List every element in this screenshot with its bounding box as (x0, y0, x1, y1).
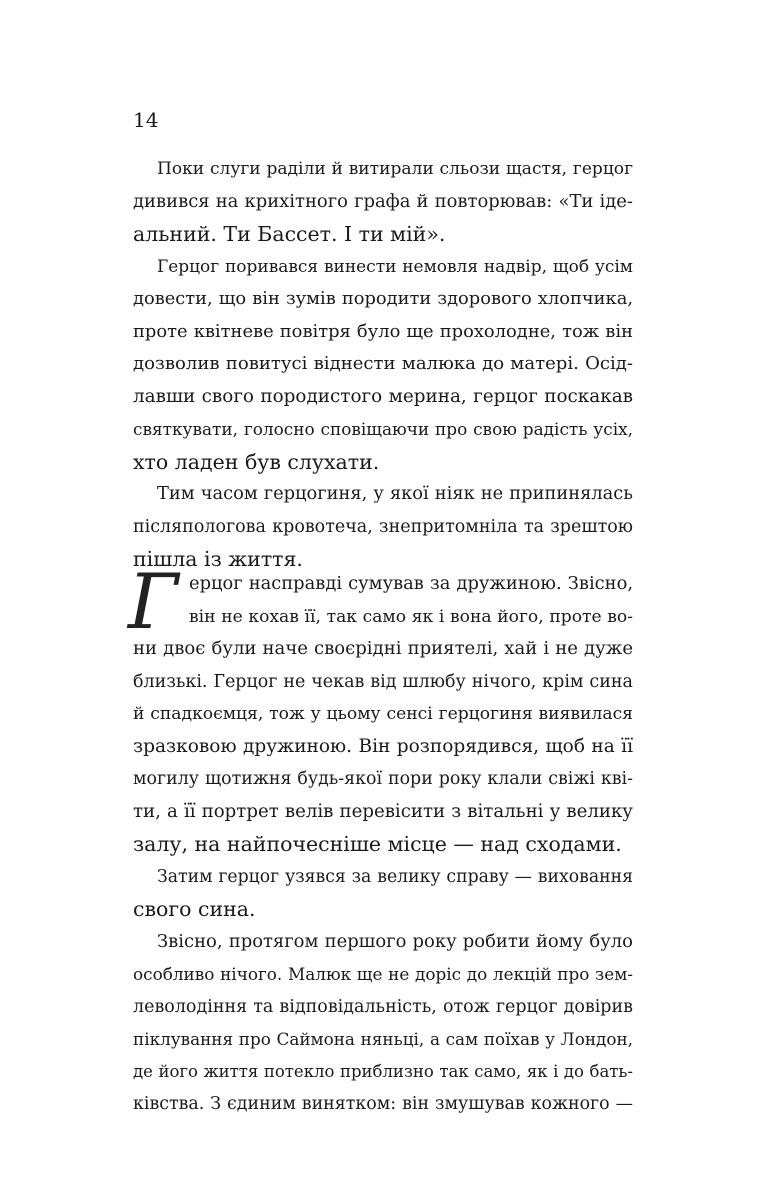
section-2 (133, 568, 633, 1121)
text-line: Тим часом герцогиня, у якої ніяк не припинялась (157, 483, 633, 504)
text-line: могилу щотижня будь-якої пори року клали свіжі кві- (133, 769, 633, 789)
text-line: ківства. З єдиним винятком: він змушував кожного — (133, 1094, 633, 1114)
text-line: пішла із життя. (133, 547, 303, 571)
text-line: зразковою дружиною. Він розпорядився, щоб на її (133, 735, 633, 757)
text-line: хто ладен був слухати. (133, 449, 380, 474)
text-line: святкувати, голосно сповіщаючи про свою радість усіх, (133, 419, 633, 439)
text-line: післяпологова кровотеча, знепритомніла та зрештою (133, 516, 633, 537)
text-line: альний. Ти Бассет. І ти мій». (133, 222, 446, 246)
text-line: Звісно, протягом першого року робити йому було (157, 930, 633, 952)
text-line: ерцог насправді сумував за дружиною. Звісно, (189, 573, 633, 594)
text-line: свого сина. (133, 897, 256, 921)
text-line: Поки слуги раділи й витирали сльози щастя, герцог (157, 159, 633, 179)
paragraph (133, 153, 633, 251)
paragraph (133, 568, 633, 861)
text-line: довести, що він зумів породити здорового хлопчика, (133, 288, 633, 309)
text-line: залу, на найпочесніше місце — над сходами. (133, 832, 622, 856)
paragraph (133, 861, 633, 926)
text-line: проте квітневе повітря було ще прохолодне, тож він (133, 320, 633, 342)
text-line: він не кохав її, так само як і вона його, проте во- (189, 606, 633, 627)
text-line: дивився на крихітного графа й повторював: «Ти іде- (133, 190, 633, 212)
text-line: піклування про Саймона няньці, а сам поїхав у Лондон, (133, 1029, 633, 1049)
text-line: близькі. Герцог не чекав від шлюбу нічого, крім сина (133, 671, 633, 692)
drop-cap: Г (128, 557, 179, 646)
text-line: Герцог поривався винести немовля надвір, щоб усім (157, 256, 633, 277)
paragraph (133, 478, 633, 576)
page-number: 14 (133, 108, 159, 132)
paragraph (133, 926, 633, 1121)
text-line: особливо нічого. Малюк ще не доріс до лекцій про зем- (133, 964, 633, 984)
text-line: лавши свого породистого мерина, герцог поскакав (133, 385, 633, 407)
text-line: й спадкоємця, тож у цьому сенсі герцогиня виявилася (133, 704, 633, 724)
text-line: ти, а її портрет велів перевісити з вітальні у велику (133, 800, 633, 822)
section-1 (133, 153, 633, 576)
text-line: леволодіння та відповідальність, отож герцог довірив (133, 996, 633, 1017)
text-line: дозволив повитусі віднести малюка до матері. Осід- (133, 353, 633, 374)
text-line: Затим герцог узявся за велику справу — виховання (157, 866, 633, 887)
text-line: ни двоє були наче своєрідні приятелі, хай і не дуже (133, 638, 633, 659)
text-line: де його життя потекло приблизно так само, як і до бать- (133, 1061, 633, 1081)
paragraph (133, 251, 633, 479)
